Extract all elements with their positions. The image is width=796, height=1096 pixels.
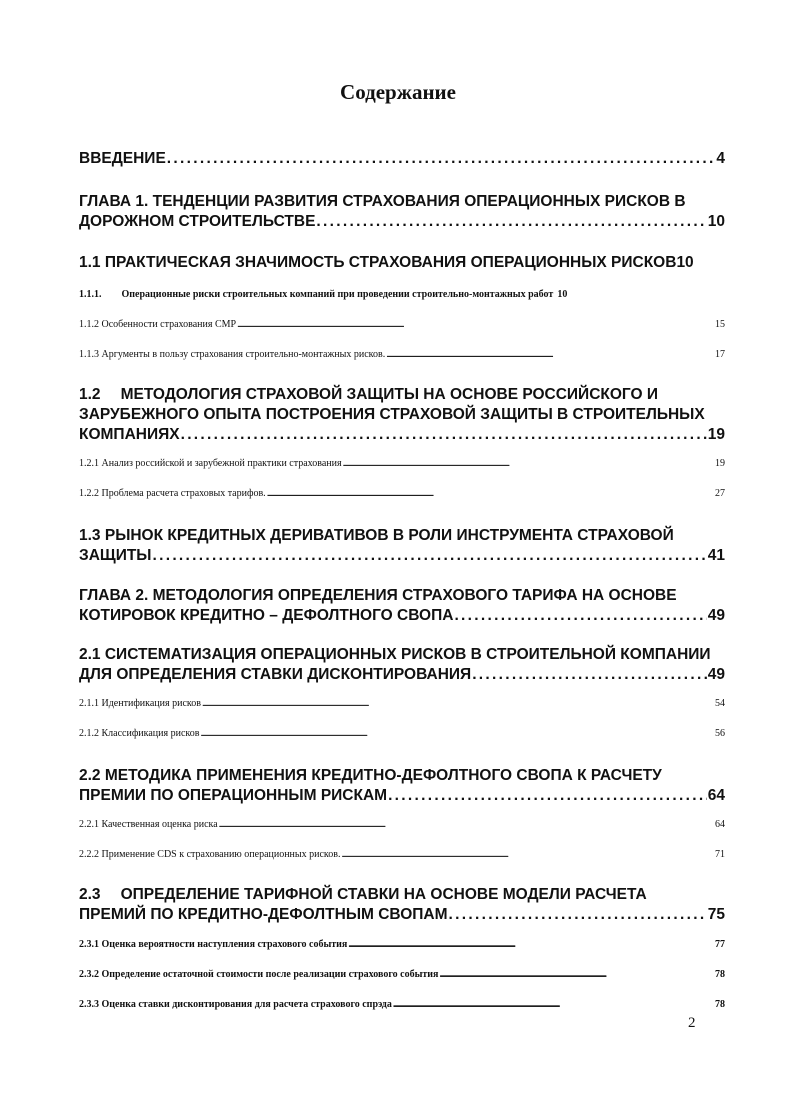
toc-page-number: 56 bbox=[715, 728, 725, 739]
toc-entry-2-3-3[interactable] bbox=[79, 998, 725, 1012]
toc-entry-title: КОМПАНИЯХ bbox=[79, 426, 180, 443]
toc-entry-title-line: ГЛАВА 2. МЕТОДОЛОГИЯ ОПРЕДЕЛЕНИЯ СТРАХОВОГО ТАРИФА НА ОСНОВЕ bbox=[79, 587, 677, 604]
toc-page-number: 19 bbox=[707, 426, 725, 443]
toc-entry-title-line: ОПРЕДЕЛЕНИЕ ТАРИФНОЙ СТАВКИ НА ОСНОВЕ МОДЕЛИ РАСЧЕТА bbox=[120, 886, 647, 903]
toc-entry-title-line: МЕТОДОЛОГИЯ СТРАХОВОЙ ЗАЩИТЫ НА ОСНОВЕ РОССИЙСКОГО И bbox=[120, 386, 658, 403]
toc-entry-title: 2.3.1 Оценка вероятности наступления страхового события bbox=[79, 939, 348, 950]
toc-entry-title: 1.2.1 Анализ российской и зарубежной практики страхования bbox=[79, 458, 342, 469]
toc-page-number: 49 bbox=[707, 607, 725, 624]
page-title: Содержание bbox=[340, 80, 456, 104]
toc-entry-title: 2.1.2 Классификация рисков bbox=[79, 728, 200, 739]
toc-entry-title-line: ЗАРУБЕЖНОГО ОПЫТА ПОСТРОЕНИЯ СТРАХОВОЙ ЗАЩИТЫ В СТРОИТЕЛЬНЫХ bbox=[79, 406, 705, 423]
toc-entry-2-3[interactable] bbox=[79, 885, 725, 925]
dot-leader bbox=[388, 786, 707, 806]
toc-page-number: 78 bbox=[715, 999, 725, 1010]
toc-entry-title: ЗАЩИТЫ bbox=[79, 547, 152, 564]
dot-leader bbox=[202, 697, 714, 711]
toc-entry-title-line: 1.3 РЫНОК КРЕДИТНЫХ ДЕРИВАТИВОВ В РОЛИ ИНСТРУМЕНТА СТРАХОВОЙ bbox=[79, 527, 674, 544]
toc-entry-title: 1.1.3 Аргументы в пользу страхования строительно-монтажных рисков. bbox=[79, 349, 386, 360]
toc-entry-title-line: 2.1 СИСТЕМАТИЗАЦИЯ ОПЕРАЦИОННЫХ РИСКОВ В СТРОИТЕЛЬНОЙ КОМПАНИИ bbox=[79, 646, 711, 663]
toc-entry-1-1-2[interactable] bbox=[79, 318, 725, 332]
dot-leader bbox=[449, 905, 707, 925]
dot-leader bbox=[152, 546, 706, 566]
toc-entry-title: 1.1 ПРАКТИЧЕСКАЯ ЗНАЧИМОСТЬ СТРАХОВАНИЯ ОПЕРАЦИОННЫХ РИСКОВ bbox=[79, 254, 677, 271]
toc-entry-title: 1.2.2 Проблема расчета страховых тарифов. bbox=[79, 488, 266, 499]
toc-page-number: 17 bbox=[715, 349, 725, 360]
toc-entry-1-1-1[interactable] bbox=[79, 288, 725, 302]
dot-leader bbox=[267, 487, 714, 501]
toc-entry-title: КОТИРОВОК КРЕДИТНО – ДЕФОЛТНОГО СВОПА bbox=[79, 607, 454, 624]
toc-entry-2-2-2[interactable] bbox=[79, 848, 725, 862]
toc-page-number: 54 bbox=[715, 698, 725, 709]
toc-page-number: 19 bbox=[715, 458, 725, 469]
dot-leader bbox=[472, 665, 707, 685]
dot-leader bbox=[200, 727, 714, 741]
dot-leader bbox=[393, 998, 714, 1012]
dot-leader bbox=[167, 149, 716, 169]
toc-entry-number: 1.2 bbox=[79, 386, 101, 403]
toc-page-number: 27 bbox=[715, 488, 725, 499]
toc-entry-2-1[interactable] bbox=[79, 645, 741, 685]
toc-page-number: 10 bbox=[557, 289, 568, 300]
toc-page-number: 10 bbox=[707, 213, 725, 230]
toc-entry-title: 2.3.3 Оценка ставки дисконтирования для расчета страхового спрэда bbox=[79, 999, 392, 1010]
toc-page-number: 64 bbox=[707, 787, 725, 804]
toc-page-number: 4 bbox=[716, 150, 725, 167]
dot-leader bbox=[386, 348, 714, 362]
dot-leader bbox=[237, 318, 714, 332]
dot-leader bbox=[342, 848, 715, 862]
toc-entry-2-2[interactable] bbox=[79, 766, 725, 806]
toc-entry-1-2-2[interactable] bbox=[79, 487, 725, 501]
toc-entry-number: 2.3 bbox=[79, 886, 101, 903]
toc-entry-title: 2.2.1 Качественная оценка риска bbox=[79, 819, 218, 830]
toc-entry-title-line: ГЛАВА 1. ТЕНДЕНЦИИ РАЗВИТИЯ СТРАХОВАНИЯ ОПЕРАЦИОННЫХ РИСКОВ В bbox=[79, 193, 686, 210]
dot-leader bbox=[343, 457, 714, 471]
toc-page-number: 71 bbox=[715, 849, 725, 860]
toc-entry-title: ВВЕДЕНИЕ bbox=[79, 150, 166, 167]
toc-page-number: 77 bbox=[715, 939, 725, 950]
dot-leader bbox=[454, 606, 706, 626]
toc-page-number: 15 bbox=[715, 319, 725, 330]
dot-leader bbox=[316, 212, 706, 232]
toc-entry-2-3-1[interactable] bbox=[79, 938, 725, 952]
toc-entry-1-2-1[interactable] bbox=[79, 457, 725, 471]
toc-entry-number: 1.1.1. bbox=[79, 289, 102, 300]
toc-entry-2-1-2[interactable] bbox=[79, 727, 725, 741]
toc-entry-chapter-2[interactable] bbox=[79, 586, 725, 626]
toc-page-number: 78 bbox=[715, 969, 725, 980]
toc-entry-title: ПРЕМИИ ПО ОПЕРАЦИОННЫМ РИСКАМ bbox=[79, 787, 388, 804]
toc-entry-1-1[interactable] bbox=[79, 253, 725, 273]
toc-entry-chapter-1[interactable] bbox=[79, 192, 725, 232]
toc-entry-title: 2.1.1 Идентификация рисков bbox=[79, 698, 201, 709]
page-number: 2 bbox=[688, 1015, 696, 1031]
toc-entry-title: 2.2.2 Применение CDS к страхованию операционных рисков. bbox=[79, 849, 341, 860]
toc-entry-1-3[interactable] bbox=[79, 526, 725, 566]
toc-entry-title: 2.3.2 Определение остаточной стоимости после реализации страхового события bbox=[79, 969, 439, 980]
toc-entry-2-3-2[interactable] bbox=[79, 968, 725, 982]
toc-entry-introduction[interactable] bbox=[79, 149, 725, 169]
toc-entry-1-2[interactable] bbox=[79, 385, 725, 445]
toc-page-number: 49 bbox=[707, 666, 725, 683]
toc-page-number: 10 bbox=[676, 254, 694, 271]
dot-leader bbox=[181, 425, 707, 445]
dot-leader bbox=[348, 938, 714, 952]
toc-entry-2-2-1[interactable] bbox=[79, 818, 725, 832]
dot-leader bbox=[219, 818, 714, 832]
toc-entry-title: 1.1.2 Особенности страхования СМР bbox=[79, 319, 237, 330]
toc-entry-title: ДОРОЖНОМ СТРОИТЕЛЬСТВЕ bbox=[79, 213, 316, 230]
toc-page-number: 64 bbox=[715, 819, 725, 830]
toc-entry-title: ДЛЯ ОПРЕДЕЛЕНИЯ СТАВКИ ДИСКОНТИРОВАНИЯ bbox=[79, 666, 472, 683]
toc-page-number: 75 bbox=[707, 906, 725, 923]
toc-entry-title: Операционные риски строительных компаний при проведении строительно-монтажных работ bbox=[121, 289, 554, 300]
toc-entry-1-1-3[interactable] bbox=[79, 348, 725, 362]
toc-entry-title-line: 2.2 МЕТОДИКА ПРИМЕНЕНИЯ КРЕДИТНО-ДЕФОЛТНОГО СВОПА К РАСЧЕТУ bbox=[79, 767, 662, 784]
toc-entry-title: ПРЕМИЙ ПО КРЕДИТНО-ДЕФОЛТНЫМ СВОПАМ bbox=[79, 906, 448, 923]
toc-page-number: 41 bbox=[707, 547, 725, 564]
dot-leader bbox=[439, 968, 714, 982]
toc-entry-2-1-1[interactable] bbox=[79, 697, 725, 711]
